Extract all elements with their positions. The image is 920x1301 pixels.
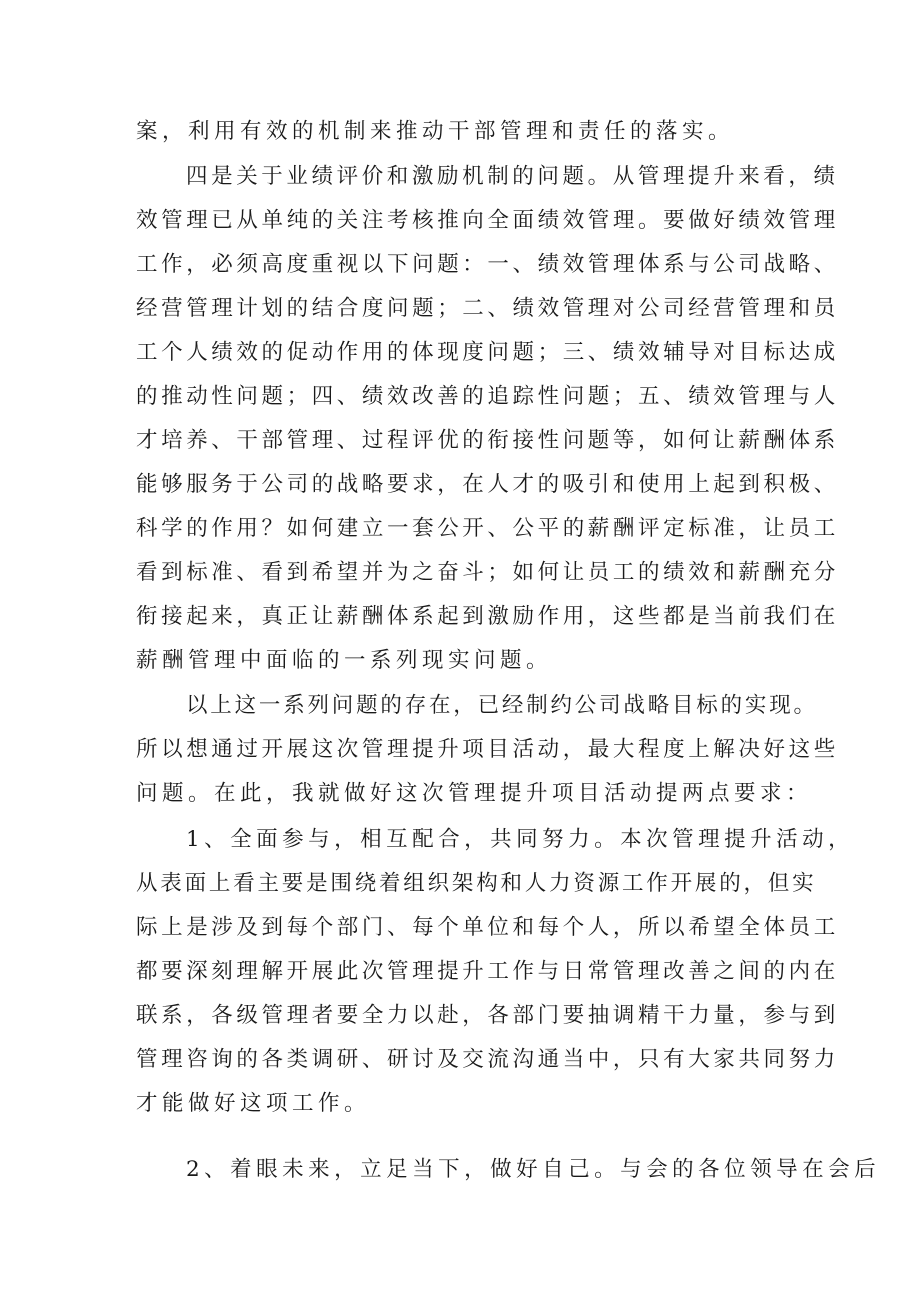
requirement-2-first-line: 2、着眼未来，立足当下，做好自己。与会的各位领导在会后 — [186, 1157, 881, 1182]
summary-paragraph-first-line: 以上这一系列问题的存在，已经制约公司战略目标的实现。 — [186, 693, 818, 718]
text-line-12: 衔接起来，真正让薪酬体系起到激励作用，这些都是当前我们在 — [136, 604, 839, 629]
text-line-22: 管理咨询的各类调研、研讨及交流沟通当中，只有大家共同努力 — [136, 1047, 839, 1072]
text-line-8: 才培养、干部管理、过程评优的衔接性问题等，如何让薪酬体系 — [136, 428, 839, 453]
text-line-23: 才能做好这项工作。 — [136, 1091, 371, 1116]
text-line-4: 工作，必须高度重视以下问题：一、绩效管理体系与公司战略、 — [136, 252, 839, 277]
text-line-1: 案，利用有效的机制来推动干部管理和责任的落实。 — [136, 119, 735, 144]
text-line-16: 问题。在此，我就做好这次管理提升项目活动提两点要求： — [136, 781, 813, 806]
text-line-3: 效管理已从单纯的关注考核推向全面绩效管理。要做好绩效管理 — [136, 208, 839, 233]
text-line-18: 从表面上看主要是围绕着组织架构和人力资源工作开展的，但实 — [136, 871, 817, 896]
text-line-7: 的推动性问题；四、绩效改善的追踪性问题；五、绩效管理与人 — [136, 384, 839, 409]
text-line-9: 能够服务于公司的战略要求，在人才的吸引和使用上起到积极、 — [136, 472, 839, 497]
text-line-19: 际上是涉及到每个部门、每个单位和每个人，所以希望全体员工 — [136, 915, 839, 940]
requirement-1-first-line: 1、全面参与，相互配合，共同努力。本次管理提升活动， — [186, 827, 855, 852]
text-line-10: 科学的作用？如何建立一套公开、公平的薪酬评定标准，让员工 — [136, 516, 839, 541]
text-line-6: 工个人绩效的促动作用的体现度问题；三、绩效辅导对目标达成 — [136, 340, 839, 365]
text-line-20: 都要深刻理解开展此次管理提升工作与日常管理改善之间的内在 — [136, 959, 839, 984]
text-line-13: 薪酬管理中面临的一系列现实问题。 — [136, 648, 553, 673]
text-line-11: 看到标准、看到希望并为之奋斗；如何让员工的绩效和薪酬充分 — [136, 560, 839, 585]
text-line-5: 经营管理计划的结合度问题；二、绩效管理对公司经营管理和员 — [136, 296, 839, 321]
text-line-15: 所以想通过开展这次管理提升项目活动，最大程度上解决好这些 — [136, 737, 839, 762]
text-line-21: 联系，各级管理者要全力以赴，各部门要抽调精干力量，参与到 — [136, 1003, 839, 1028]
paragraph-4-first-line: 四是关于业绩评价和激励机制的问题。从管理提升来看，绩 — [186, 164, 839, 189]
